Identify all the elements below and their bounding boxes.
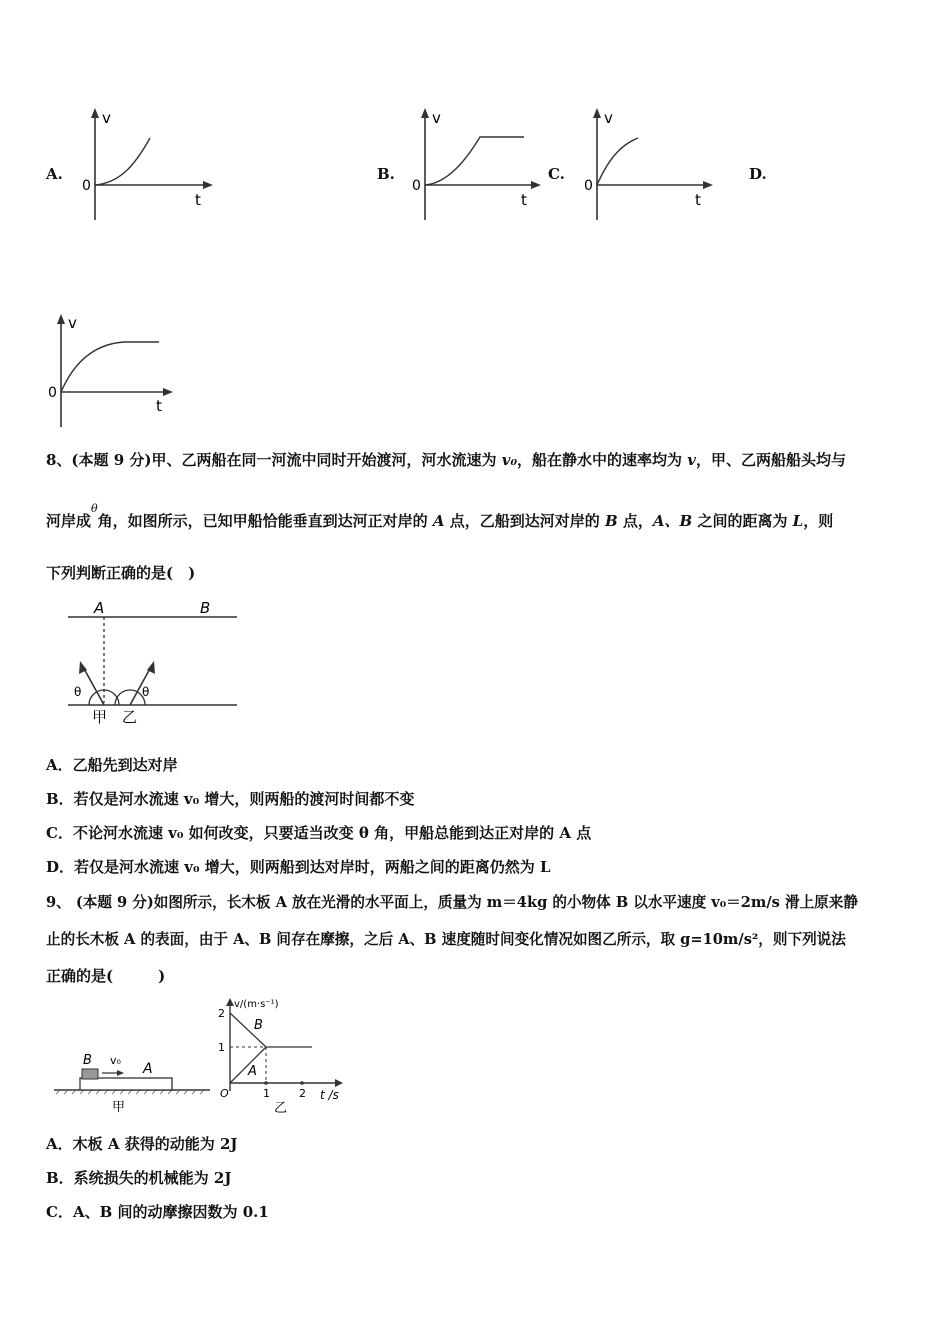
- graph-a: [80, 105, 220, 225]
- graph-b-v-label: v: [432, 109, 441, 127]
- fig-yi-label: 乙: [274, 1101, 288, 1116]
- q9-figure: [50, 995, 360, 1117]
- graph-c-v-label: v: [604, 109, 613, 127]
- graph-a-origin: 0: [82, 178, 91, 194]
- option-d-label: D.: [749, 165, 767, 183]
- fig-jia: 甲: [92, 708, 108, 725]
- graph-b-curve: [425, 137, 524, 185]
- q8-line3: 下列判断正确的是( ): [46, 564, 196, 582]
- vt-x1: 1: [263, 1087, 270, 1100]
- option-c-label: C.: [548, 165, 565, 183]
- vt-xlabel: t /s: [320, 1088, 339, 1102]
- option-a-label: A.: [46, 165, 63, 183]
- graph-a-t-arrow: [203, 181, 213, 189]
- q8-option-a[interactable]: A．乙船先到达对岸: [46, 756, 178, 774]
- graph-c-curve: [597, 138, 638, 185]
- fig-point-a: A: [94, 599, 105, 617]
- jia-heading: [82, 665, 104, 705]
- graph-c: [580, 105, 720, 225]
- fig-a-label: A: [143, 1061, 153, 1077]
- graph-d-t-label: t: [156, 397, 162, 415]
- graph-d-curve: [61, 342, 159, 392]
- q8-option-c[interactable]: C．不论河水流速 v₀ 如何改变，只要适当改变 θ 角，甲船总能到达正对岸的 A 点: [46, 824, 592, 842]
- q9-line2: 止的长木板 A 的表面，由于 A、B 间存在摩擦，之后 A、B 速度随时间变化情况如图乙所示，取 g=10m/s²，则下列说法: [46, 931, 846, 948]
- fig-point-b: B: [200, 599, 211, 617]
- graph-a-v-arrow: [91, 108, 99, 118]
- graph-d: [44, 312, 184, 432]
- q9-line1: 9、 (本题 9 分)如图所示，长木板 A 放在光滑的水平面上，质量为 m＝4kg 的小物体 B 以水平速度 v₀＝2m/s 滑上原来静: [46, 894, 858, 911]
- vt-ylabel: v/(m·s⁻¹): [234, 999, 279, 1010]
- board-a: [80, 1078, 172, 1090]
- vt-origin: O: [220, 1087, 229, 1100]
- fig-yi: 乙: [122, 708, 138, 725]
- graph-a-v-label: v: [102, 109, 111, 127]
- jia-theta: θ: [74, 685, 82, 699]
- vt-x2: 2: [299, 1087, 306, 1100]
- graph-b-t-label: t: [521, 191, 527, 209]
- vt-y1: 1: [218, 1041, 225, 1054]
- yi-theta: θ: [142, 685, 150, 699]
- graph-c-origin: 0: [584, 178, 593, 194]
- q8-line1: 8、(本题 9 分)甲、乙两船在同一河流中同时开始渡河，河水流速为 v₀，船在静水中的速率均为 v，甲、乙两船船头均与: [46, 451, 847, 469]
- graph-a-curve: [95, 138, 150, 185]
- q8-option-d[interactable]: D．若仅是河水流速 v₀ 增大，则两船到达对岸时，两船之间的距离仍然为 L: [46, 858, 551, 876]
- option-b-label: B.: [377, 165, 395, 183]
- graph-d-origin: 0: [48, 385, 57, 401]
- vt-y2: 2: [218, 1007, 225, 1020]
- fig-b-label: B: [83, 1053, 92, 1068]
- q9-option-c[interactable]: C．A、B 间的动摩擦因数为 0.1: [46, 1203, 269, 1221]
- block-b: [82, 1069, 98, 1079]
- vt-curve-a-label: A: [248, 1064, 257, 1079]
- q8-river-figure: [62, 595, 242, 725]
- graph-c-t-label: t: [695, 191, 701, 209]
- graph-b-origin: 0: [412, 178, 421, 194]
- fig-v0-label: v₀: [110, 1054, 121, 1067]
- graph-a-t-label: t: [195, 191, 201, 209]
- q9-line3: 正确的是( ): [46, 967, 166, 985]
- q9-option-a[interactable]: A．木板 A 获得的动能为 2J: [46, 1135, 238, 1153]
- q8-option-b[interactable]: B．若仅是河水流速 v₀ 增大，则两船的渡河时间都不变: [46, 790, 415, 808]
- q9-option-b[interactable]: B．系统损失的机械能为 2J: [46, 1169, 232, 1187]
- fig-jia-label: 甲: [112, 1100, 126, 1115]
- graph-b: [408, 105, 548, 225]
- graph-d-v-label: v: [68, 314, 77, 332]
- q8-line2: 河岸成$^\theta$角，如图所示，已知甲船恰能垂直到达河正对岸的 A 点，乙船到达河对岸的 B 点，A、B 之间的距离为 L，则: [46, 502, 834, 530]
- vt-curve-b-label: B: [254, 1018, 263, 1033]
